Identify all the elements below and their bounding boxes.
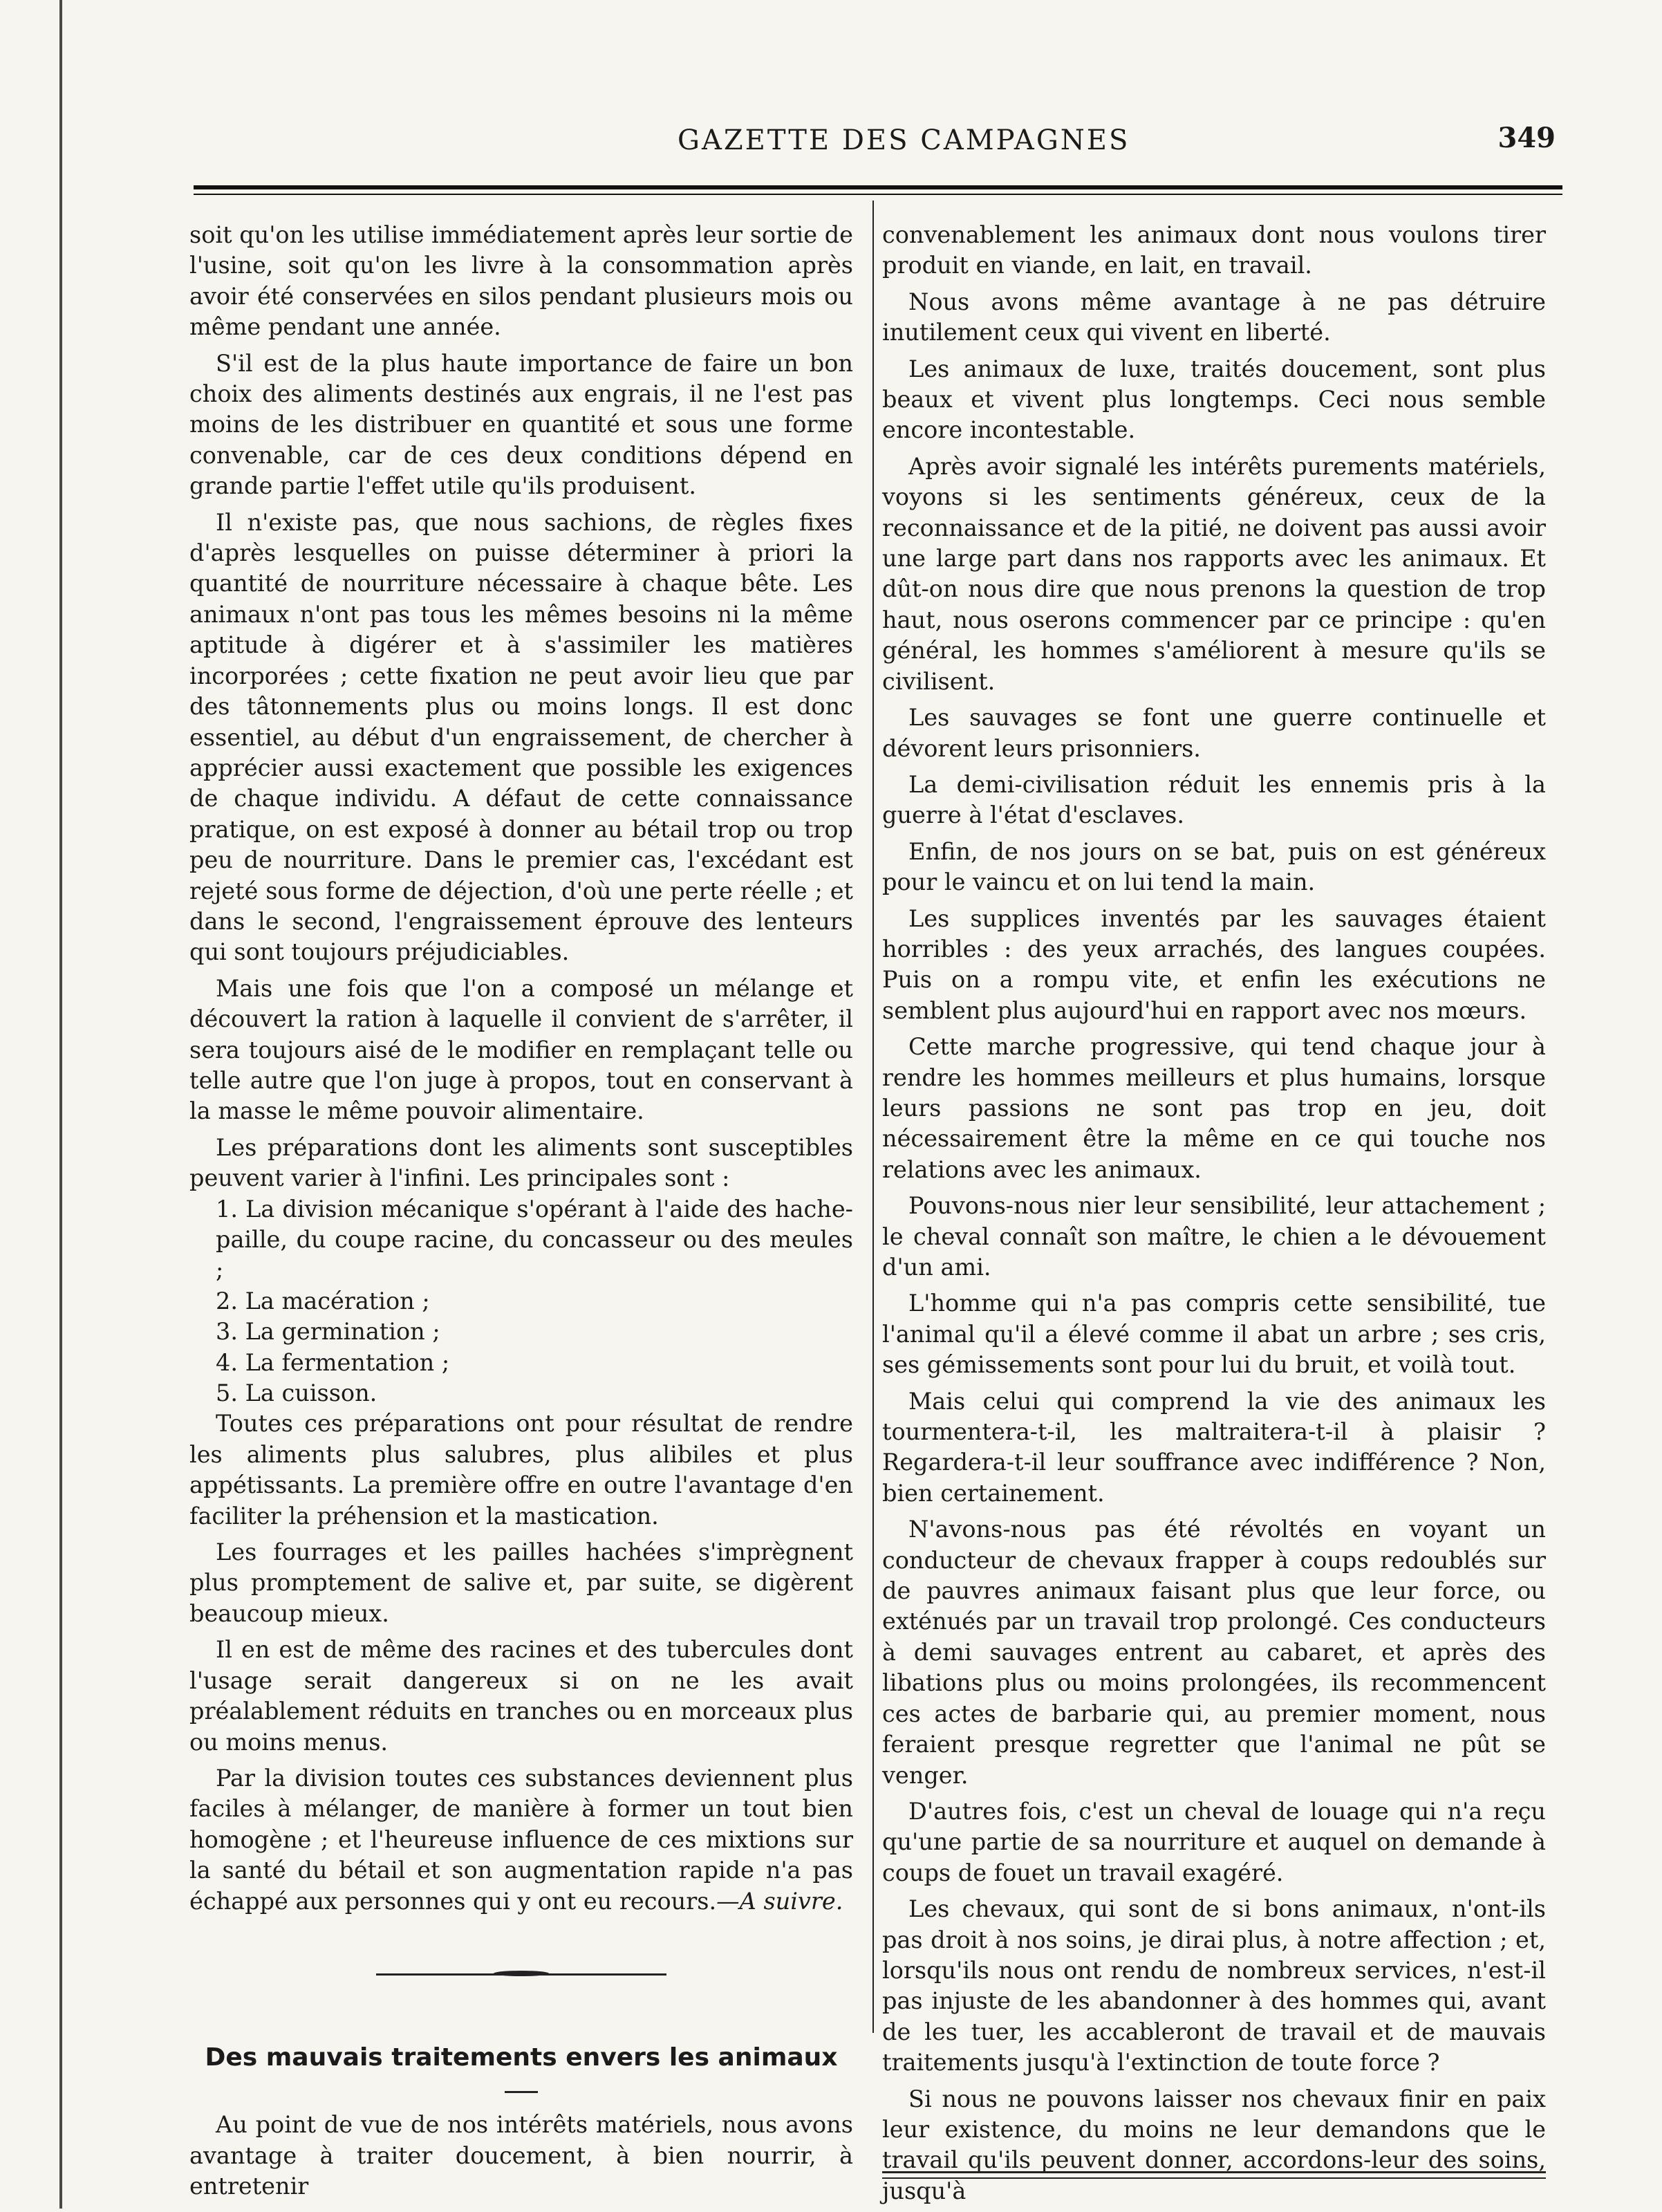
paragraph: Pouvons-nous nier leur sensibilité, leur attachement ; le cheval connaît son maître, le chien a le dévouement d'un ami. (882, 1192, 1546, 1281)
paragraph: Si nous ne pouvons laisser nos chevaux finir en paix leur existence, du moins ne leur demandons que le travail qu'ils peuvent donner, accordons-leur des soins, jusqu'à (882, 2085, 1546, 2204)
list-item: 4. La fermentation ; (216, 1348, 450, 1376)
paragraph: Nous avons même avantage à ne pas détruire inutilement ceux qui vivent en liberté. (882, 288, 1546, 346)
paragraph (189, 1763, 853, 1917)
paragraph: soit qu'on les utilise immédiatement après leur sortie de l'usine, soit qu'on les livre à la consommation après avoir été conservées en silos pendant plusieurs mois ou même pendant une année. (189, 221, 853, 341)
article-title: Des mauvais traitements envers les animaux (205, 2043, 838, 2072)
paragraph: D'autres fois, c'est un cheval de louage qui n'a reçu qu'une partie de sa nourriture et auquel on demande à coups de fouet un travail exagéré. (882, 1797, 1546, 1886)
paragraph: Les fourrages et les pailles hachées s'imprègnent plus promptement de salive et, par suite, se digèrent beaucoup mieux. (189, 1539, 853, 1627)
preparation-list (189, 1194, 853, 1409)
paragraph: Les préparations dont les aliments sont susceptibles peuvent varier à l'infini. Les principales sont : (189, 1133, 853, 1192)
paragraph: Il n'existe pas, que nous sachions, de règles fixes d'après lesquelles on puisse déterminer à priori la quantité de nourriture nécessaire à chaque bête. Les animaux n'ont pas tous les mêmes besoins ni la même aptitude à digérer et à s'assimiler les matières incorporées ; cette fixation ne peut avoir lieu que par des tâtonnements plus ou moins longs. Il est donc essentiel, au début d'un engraissement, de chercher à apprécier aussi exactement que possible les exigences de chaque individu. A défaut de cette connaissance pratique, on est exposé à donner au bétail trop ou trop peu de nourriture. Dans le premier cas, l'excédant est rejeté sous forme de déjection, d'où une perte réelle ; et dans le second, l'engraissement éprouve des lenteurs qui sont toujours préjudiciables. (189, 508, 853, 966)
paragraph: S'il est de la plus haute importance de faire un bon choix des aliments destinés aux engrais, il ne l'est pas moins de les distribuer en quantité et sous une forme convenable, car de ces deux conditions dépend en grande partie l'effet utile qu'ils produisent. (189, 349, 853, 500)
paragraph: L'homme qui n'a pas compris cette sensibilité, tue l'animal qu'il a élevé comme il abat un arbre ; ses cris, ses gémissements sont pour lui du bruit, et voilà tout. (882, 1290, 1546, 1379)
paragraph: Mais celui qui comprend la vie des animaux les tourmentera-t-il, les maltraitera-t-il à plaisir ? Regardera-t-il leur souffrance avec indifférence ? Non, bien certainement. (882, 1387, 1546, 1507)
paragraph: Enfin, de nos jours on se bat, puis on est généreux pour le vaincu et on lui tend la main. (882, 837, 1546, 896)
column-divider (872, 201, 874, 2033)
paragraph: Mais une fois que l'on a composé un mélange et découvert la ration à laquelle il convient de s'arrêter, il sera toujours aisé de le modifier en remplaçant telle ou telle autre que l'on juge à propos, tout en conservant à la masse le même pouvoir alimentaire. (189, 974, 853, 1125)
paragraph: Après avoir signalé les intérêts purements matériels, voyons si les sentiments généreux, ceux de la reconnaissance et de la pitié, ne doivent pas aussi avoir une large part dans nos rapports avec les animaux. Et dût-on nous dire que nous prenons la question de trop haut, nous oserons commencer par ce principe : qu'en général, les hommes s'améliorent à mesure qu'ils se civilisent. (882, 452, 1546, 695)
journal-title: GAZETTE DES CAMPAGNES (678, 124, 1130, 156)
header-rule (194, 185, 1562, 195)
paragraph: Les supplices inventés par les sauvages étaient horribles : des yeux arrachés, des langues coupées. Puis on a rompu vite, et enfin les exécutions ne semblent plus aujourd'hui en rapport avec nos mœurs. (882, 904, 1546, 1024)
list-item: 1. La division mécanique s'opérant à l'aide des hache-paille, du coupe racine, du concasseur ou des meules ; (216, 1195, 853, 1284)
paragraph: Il en est de même des racines et des tubercules dont l'usage serait dangereux si on ne les avait préalablement réduits en tranches ou en morceaux plus ou moins menus. (189, 1636, 853, 1756)
paragraph: Toutes ces préparations ont pour résultat de rendre les aliments plus salubres, plus alibiles et plus appétissants. La première offre en outre l'avantage d'en faciliter la préhension et la mastication. (189, 1410, 853, 1530)
paragraph: Les animaux de luxe, traités doucement, sont plus beaux et vivent plus longtemps. Ceci nous semble encore incontestable. (882, 355, 1546, 444)
title-dash (505, 2091, 538, 2093)
paragraph: Les chevaux, qui sont de si bons animaux, n'ont-ils pas droit à nos soins, je dirai plus, à notre affection ; et, lorsqu'ils nous ont rendu de nombreux services, n'est-il pas injuste de les abandonner à des hommes qui, avant de les tuer, les accableront de travail et de mauvais traitements jusqu'à l'extinction de toute force ? (882, 1895, 1546, 2076)
page-number: 349 (1497, 122, 1556, 154)
paragraph: N'avons-nous pas été révoltés en voyant un conducteur de chevaux frapper à coups redoublés sur de pauvres animaux faisant plus que leur force, ou exténués par un travail trop prolongé. Ces conducteurs à demi sauvages entrent au cabaret, et après des libations plus ou moins prolongées, ils recommencent ces actes de barbarie qui, au premier moment, nous feraient presque regretter que l'animal ne pût se venger. (882, 1516, 1546, 1789)
paragraph: La demi-civilisation réduit les ennemis pris à la guerre à l'état d'esclaves. (882, 770, 1546, 829)
footer-rule (882, 2171, 1546, 2179)
page-header (194, 118, 1562, 166)
paragraph: Cette marche progressive, qui tend chaque jour à rendre les hommes meilleurs et plus humains, lorsque leurs passions ne sont pas trop en jeu, doit nécessairement être la même en ce qui touche nos relations avec les animaux. (882, 1033, 1546, 1183)
section-divider (376, 1969, 666, 1979)
left-column (189, 220, 853, 2208)
paragraph: convenablement les animaux dont nous voulons tirer produit en viande, en lait, en travail. (882, 221, 1546, 279)
list-item: 5. La cuisson. (216, 1379, 377, 1407)
article-intro: Au point de vue de nos intérêts matériels, nous avons avantage à traiter doucement, à bien nourrir, à entretenir (189, 2111, 853, 2200)
paragraph: Les sauvages se font une guerre continuelle et dévorent leurs prisonniers. (882, 704, 1546, 762)
list-item: 3. La germination ; (216, 1318, 440, 1346)
paragraph-text: Par la division toutes ces substances deviennent plus faciles à mélanger, de manière à former un tout bien homogène ; et l'heureuse influence de ces mixtions sur la santé du bétail et son augmentation rapide n'a pas échappé aux personnes qui y ont eu recours. (189, 1764, 853, 1915)
page-binding-edge (59, 0, 62, 2209)
right-column (882, 220, 1546, 2212)
continued-note: —A suivre. (716, 1887, 843, 1915)
list-item: 2. La macération ; (216, 1287, 430, 1314)
